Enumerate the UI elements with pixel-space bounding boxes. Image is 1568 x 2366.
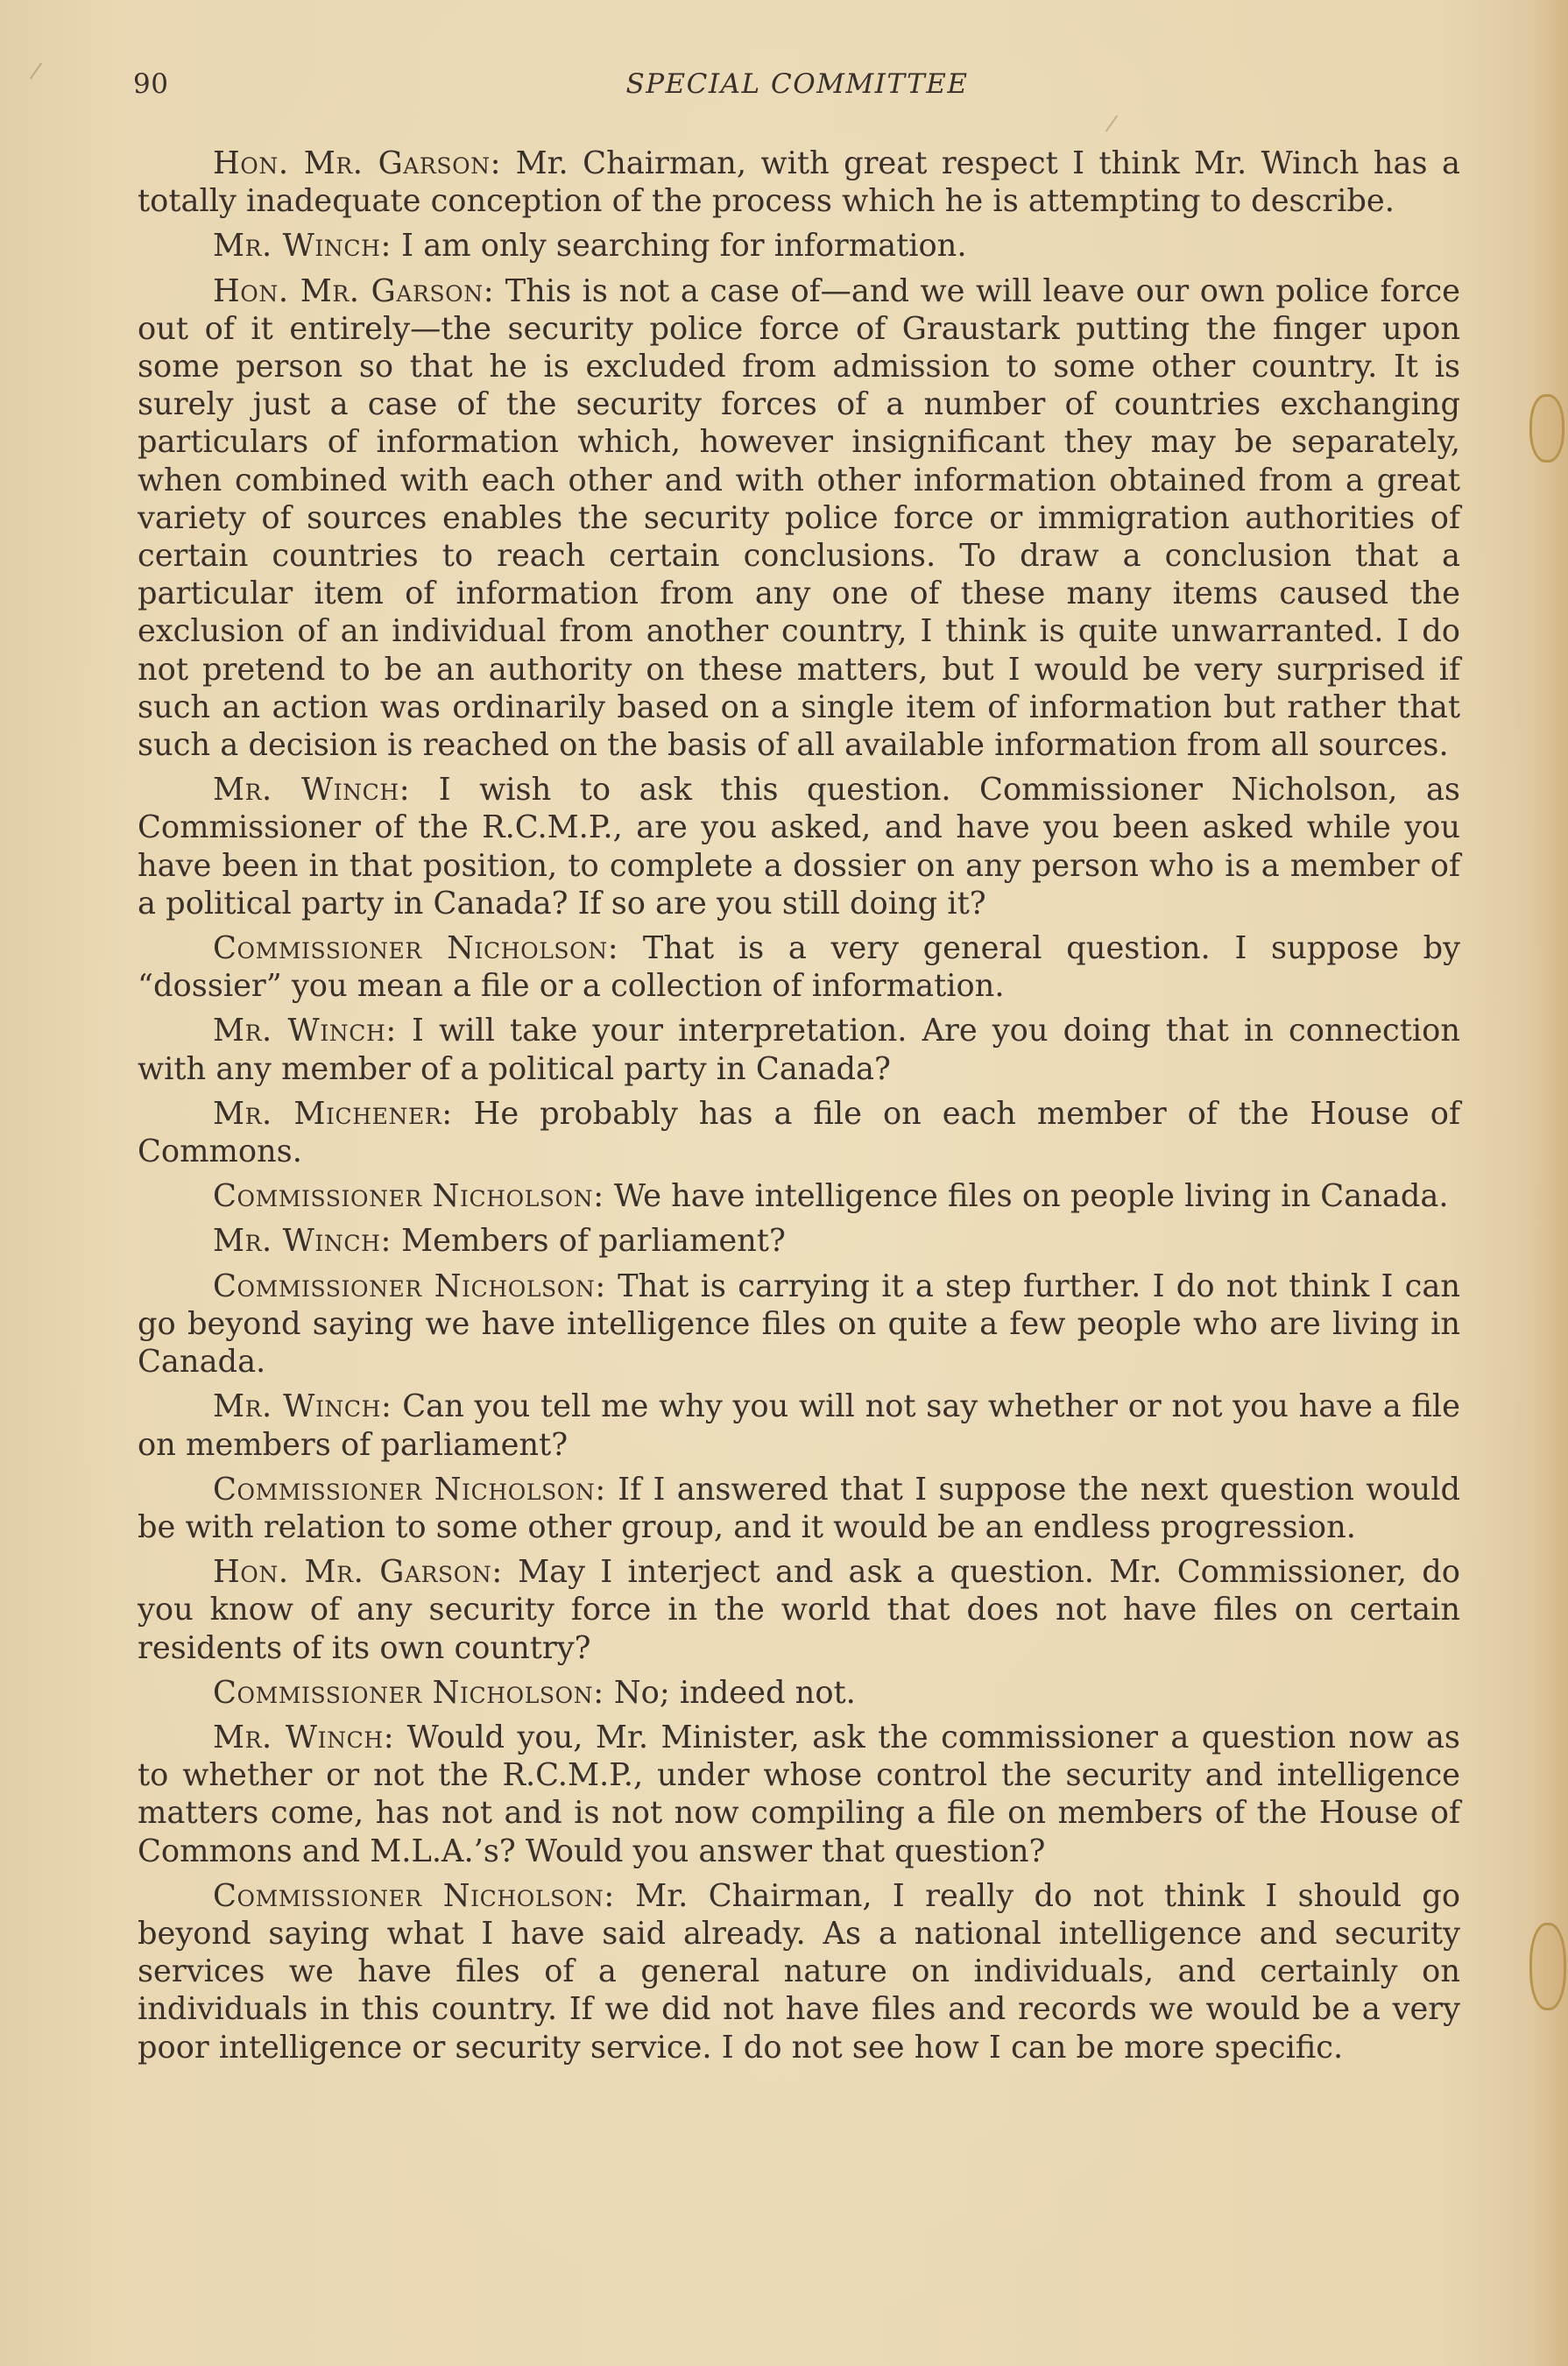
speaker-label: Mr. Winch: [213, 228, 392, 265]
paragraph [138, 145, 1460, 220]
speaker-label: Mr. Winch: [213, 1223, 392, 1260]
speech-text: Would you, Mr. Minister, ask the commissioner a question now as to whether or not the R.C.M.P., under whose control the security and intelligence matters come, has not and is not now compiling a file on members of the House of Commons and M.L.A.’s? Would you answer that question? [138, 1719, 1460, 1869]
speech-text: That is a very general question. I suppose by “dossier” you mean a file or a collection of information. [138, 930, 1461, 1005]
paragraph [138, 1388, 1460, 1463]
paragraph [138, 1553, 1460, 1667]
speaker-label: Mr. Winch: [213, 1719, 395, 1755]
paragraph [138, 227, 1460, 265]
paragraph [138, 1674, 1460, 1712]
paragraph [138, 1177, 1460, 1215]
paragraph [138, 771, 1460, 922]
paragraph [138, 1877, 1460, 2066]
speech-text: I will take your interpretation. Are you doing that in connection with any member of a political party in Canada? [138, 1013, 1460, 1087]
paragraph [138, 1095, 1460, 1170]
speech-text: This is not a case of—and we will leave our own police force out of it entirely—the security police force of Graustark putting the finger upon some person so that he is excluded from admission to some other country. It is surely just a case of the security forces of a number of countries exchanging particulars of information which, however insignificant they may be separately, when combined with each other and with other information obtained from a great variety of sources enables the security police force or immigration authorities of certain countries to reach certain conclusions. To draw a conclusion that a particular item of information from any one of these many items caused the exclusion of an individual from another country, I think is quite unwarranted. I do not pretend to be an authority on these matters, but I would be very surprised if such an action was ordinarily based on a single item of information but rather that such a decision is reached on the basis of all available information from all sources. [138, 272, 1461, 764]
speech-text: I am only searching for information. [391, 228, 967, 265]
paper-clip-mark [1529, 1923, 1566, 2010]
paper-clip-mark [1529, 394, 1564, 463]
speech-text: We have intelligence files on people living in Canada. [604, 1178, 1449, 1215]
speaker-label: Mr. Winch: [213, 1013, 397, 1049]
speech-text: That is carrying it a step further. I do not think I can go beyond saying we have intelligence files on quite a few people who are living in Canada. [138, 1268, 1460, 1381]
speech-text: Members of parliament? [391, 1223, 786, 1260]
speaker-label: Commissioner Nicholson: [213, 930, 619, 967]
speaker-label: Mr. Winch: [213, 1388, 392, 1425]
speech-text: I wish to ask this question. Commissioner Nicholson, as Commissioner of the R.C.M.P., are you asked, and have you been asked while you have been in that position, to complete a dossier on any person who is a member of a political party in Canada? If so are you still doing it? [138, 772, 1460, 922]
speech-text: May I interject and ask a question. Mr. Commissioner, do you know of any security force in the world that does not have files on certain residents of its own country? [138, 1554, 1460, 1666]
transcript-body [138, 145, 1460, 2073]
speech-text: He probably has a file on each member of the House of Commons. [138, 1095, 1460, 1170]
running-title: SPECIAL COMMITTEE [625, 68, 969, 100]
page-number: 90 [133, 68, 169, 100]
speech-text: Mr. Chairman, I really do not think I should go beyond saying what I have said already. As a national intelligence and security services we have files of a general nature on individuals, and certainly on individuals in this country. If we did not have files and records we would be a very poor intelligence or security service. I do not see how I can be more specific. [138, 1877, 1460, 2066]
paragraph [138, 1719, 1460, 1870]
speaker-label: Hon. Mr. Garson: [213, 272, 495, 309]
paragraph [138, 1268, 1460, 1381]
paragraph [138, 929, 1460, 1005]
running-head [133, 68, 1461, 112]
speaker-label: Mr. Michener: [213, 1095, 453, 1132]
speaker-label: Commissioner Nicholson: [213, 1674, 604, 1711]
speaker-label: Hon. Mr. Garson: [213, 145, 502, 181]
speech-text: Mr. Chairman, with great respect I think Mr. Winch has a totally inadequate conception of the process which he is attempting to describe. [138, 145, 1461, 220]
speaker-label: Mr. Winch: [213, 772, 411, 809]
speaker-label: Hon. Mr. Garson: [213, 1554, 503, 1591]
speaker-label: Commissioner Nicholson: [213, 1268, 606, 1304]
paper-speck [1105, 115, 1118, 131]
speech-text: Can you tell me why you will not say whether or not you have a file on members of parliament? [138, 1388, 1460, 1463]
speech-text: No; indeed not. [604, 1674, 856, 1711]
speaker-label: Commissioner Nicholson: [213, 1471, 606, 1508]
speaker-label: Commissioner Nicholson: [213, 1877, 615, 1914]
page-edge-shadow [1533, 0, 1568, 2366]
paragraph [138, 1222, 1460, 1260]
paragraph [138, 272, 1460, 765]
speaker-label: Commissioner Nicholson: [213, 1178, 604, 1215]
speech-text: If I answered that I suppose the next question would be with relation to some other group, and it would be an endless progression. [138, 1471, 1460, 1545]
paragraph [138, 1012, 1460, 1087]
paragraph [138, 1471, 1460, 1546]
paper-speck [30, 62, 42, 79]
